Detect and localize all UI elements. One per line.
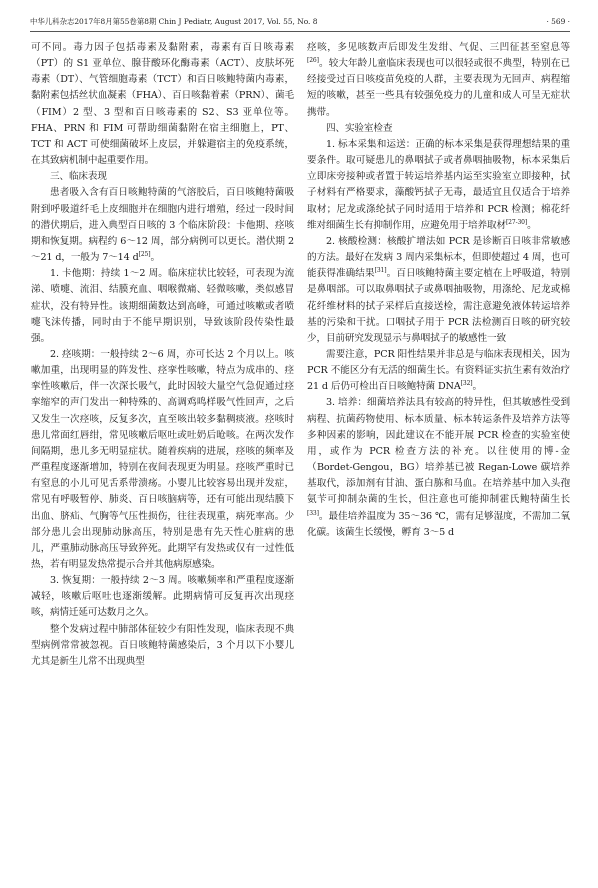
paragraph xyxy=(307,40,570,121)
paragraph xyxy=(31,185,294,266)
paragraph-text: 3. 恢复期：一般持续 2～3 周。咳嗽频率和严重程度逐渐减轻，咳嗽后呕吐也逐渐缓解。此期病情可反复再次出现痉咳，病情迁延可达数月之久。 xyxy=(31,575,294,619)
paragraph xyxy=(31,573,294,621)
paragraph-tail: 。 xyxy=(527,219,537,231)
paragraph xyxy=(31,622,294,670)
section-heading xyxy=(31,169,294,185)
paragraph xyxy=(307,347,570,395)
paragraph xyxy=(307,395,570,540)
paragraph-text: 1. 标本采集和运送：正确的标本采集是获得理想结果的重要条件。取可疑患儿的鼻咽拭子或者鼻咽抽吸物，标本采集后立即床旁接种或者置于转运培养基内运至实验室立即接种，拭子材料有严格要求，藻酸钙拭子无毒，最适宜且仅适合于培养取材；尼龙或涤纶拭子同时适用于培养和 PCR 检测；棉花纤维对细菌生长有抑制作用，应避免用于培养取材 xyxy=(307,138,570,231)
paragraph-text: 可不同。毒力因子包括毒素及黏附素，毒素有百日咳毒素（PT）的 S1 亚单位、腺苷酸环化酶毒素（ACT）、皮肤坏死毒素（DT）、气管细胞毒素（TCT）和百日咳鲍特菌内毒素，黏附素包括丝状血凝素（FHA）、百日咳黏着素（PRN）、菌毛（FIM）2 型、3 型和百日咳毒素的 S2、S3 亚单位等。FHA、PRN 和 FIM 可帮助细菌黏附在宿主细胞上，PT、TCT 和 ACT 可使细菌破坏上皮层，并躲避宿主的免疫系统，在其致病机制中起重要作用。 xyxy=(31,42,294,167)
paragraph-text: 四、实验室检查 xyxy=(326,122,393,134)
paragraph-tail: 。 xyxy=(150,252,160,264)
paragraph-text: 3. 培养：细菌培养法具有较高的特异性，但其敏感性受到病程、抗菌药物使用、标本质量、标本转运条件及培养方法等多种因素的影响，因此建议在不能开展 PCR 检查的实验室使用，或作为 PCR 检查方法的补充。以往使用的博-金（Bordet-Gengou，BG）培养基已被 Regan-Lowe 碳培养基取代，添加剂有甘油、蛋白胨和马血。在培养基中加入头孢氨苄可抑制杂菌的生长，但注意也可能抑制霍氏鲍特菌生长 xyxy=(307,397,570,506)
citation-ref: [32] xyxy=(460,380,473,388)
paragraph xyxy=(31,266,294,347)
paragraph-text: 痉咳，多见咳数声后即发生发绀、气促、三凹征甚至窒息等 xyxy=(307,42,570,53)
page-number: · 569 · xyxy=(546,17,570,26)
citation-ref: [31] xyxy=(374,267,387,274)
right-column xyxy=(307,40,570,541)
paragraph xyxy=(307,137,570,234)
citation-ref: [25] xyxy=(138,250,151,258)
paragraph-tail: 。较大年龄儿童临床表现也可以很轻或很不典型，特别在已经接受过百日咳疫苗免疫的人群，主要表现为无回声、病程缩短的咳嗽，甚至一些具有较强免疫力的儿童和成人可呈无症状携带。 xyxy=(307,58,570,118)
paragraph-tail: 。 xyxy=(472,381,482,393)
paragraph-text: 需要注意，PCR 阳性结果并非总是与临床表现相关，因为 PCR 不能区分有无活的细菌生长。有资料证实抗生素有效治疗 21 d 后仍可检出百日咳鲍特菌 DNA xyxy=(307,348,570,393)
paragraph-text: 患者吸入含有百日咳鲍特菌的气溶胶后，百日咳鲍特菌吸附到呼吸道纤毛上皮细胞并在细胞内进行增殖，经过一段时间的潜伏期后，进入典型百日咳的 3 个临床阶段：卡他期、痉咳期和恢复期。病程约 6～12 周，部分病例可以更长。潜伏期 2～21 d，一般为 7～14 d xyxy=(31,187,294,264)
citation-ref: [33] xyxy=(307,509,319,517)
paragraph-text: 整个发病过程中肺部体征较少有阳性发现，临床表现不典型病例常常被忽视。百日咳鲍特菌感染后，3 个月以下小婴儿尤其是新生儿常不出现典型 xyxy=(31,623,294,667)
journal-citation: 中华儿科杂志2017年8月第55卷第8期 Chin J Pediatr, August 2017, Vol. 55, No. 8 xyxy=(30,17,318,26)
left-column xyxy=(31,40,294,670)
citation-ref: [26] xyxy=(307,56,319,64)
section-heading xyxy=(307,121,570,137)
paragraph-text: 2. 核酸检测：核酸扩增法如 PCR 是诊断百日咳非常敏感的方法。最好在发病 3 周内采集标本，但即使超过 4 周，也可能获得准确结果 xyxy=(307,235,570,280)
paragraph xyxy=(307,234,570,347)
citation-ref: [27-30] xyxy=(505,218,528,226)
paragraph-text: 1. 卡他期：持续 1～2 周。临床症状比较轻，可表现为流涕、喷嚏、流泪、结膜充血、咽喉微痛、轻微咳嗽，类似感冒症状，没有特异性。该期细菌数达到高峰，可通过咳嗽或者喷嚏飞沫传播，同时由于不能早期识别，导致该阶段传染性最强。 xyxy=(31,268,294,344)
paragraph-text: 2. 痉咳期：一般持续 2～6 周，亦可长达 2 个月以上。咳嗽加重，出现明显的阵发性、痉挛性咳嗽，特点为成串的、痉挛性咳嗽后，伴一次深长吸气，此时因较大量空气急促通过痉挛缩窄的声门发出一种特殊的、高调鸡鸣样吸气性回声，之后又发生一次痉咳，反复多次，直至咳出较多黏稠痰液。痉咳时患儿常面红唇绀，常见咳嗽后呕吐或吐奶后呛咳。在两次发作间隔期，患儿多无明显症状。随着疾病的进展，痉咳的频率及严重程度逐渐增加，特别在夜间表现更为明显。痉咳严重时已有窒息的小儿可见舌系带溃疡。小婴儿比较容易出现并发症，常见有呼吸暂停、肺炎、百日咳脑病等，还有可能出现结膜下出血、脐疝、气胸等气压性损伤，往往表现重，病死率高。少部分患儿会出现肺动脉高压，特别是患有先天性心脏病的患儿，严重肺动脉高压导致猝死。此期罕有发热或仅有一过性低热，若有明显发热常提示合并其他病原感染。 xyxy=(31,348,294,570)
paragraph-text: 三、临床表现 xyxy=(50,171,107,183)
paragraph-tail: 。最佳培养温度为 35～36 ℃，需有足够湿度，不需加二氧化碳。该菌生长缓慢，孵育 3～5 d xyxy=(307,510,570,538)
paragraph xyxy=(31,347,294,573)
page-header xyxy=(30,13,570,32)
paragraph-tail: 。百日咳鲍特菌主要定植在上呼吸道，特别是鼻咽部。可以取鼻咽拭子或鼻咽抽吸物，用涤纶、尼龙或棉花纤维材料的拭子采样后直接送检，需注意避免液体转运培养基的污染和干扰。口咽拭子用于 PCR 法检测百日咳的研究较少，目前研究发现显示与鼻咽拭子的敏感性一致 xyxy=(307,268,570,344)
paragraph xyxy=(31,40,294,169)
